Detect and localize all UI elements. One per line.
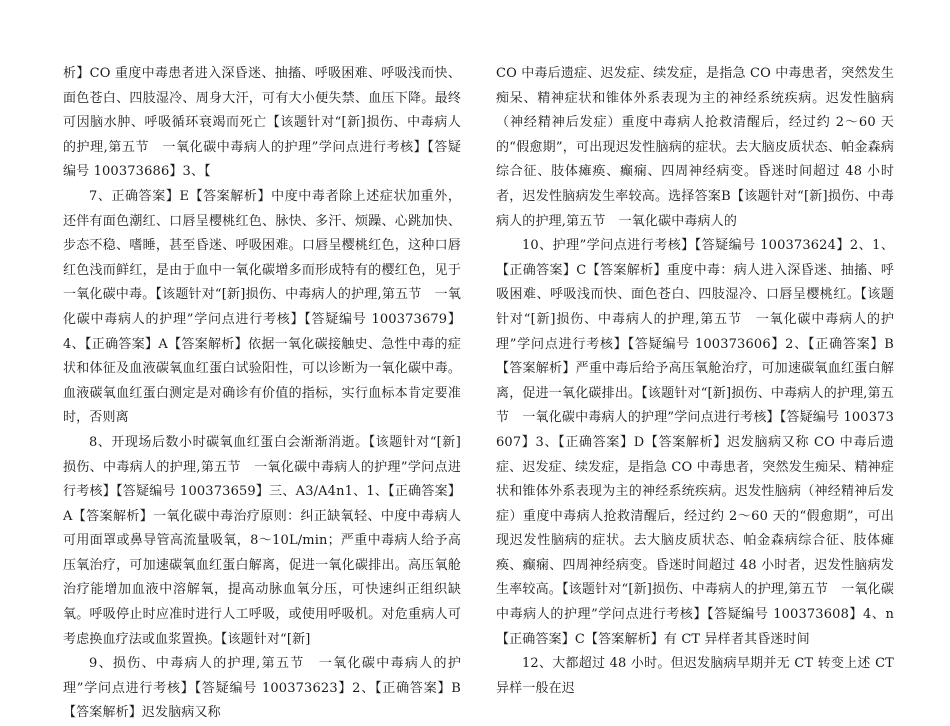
paragraph: CO 中毒后遗症、迟发症、续发症，是指急 CO 中毒患者，突然发生痴呆、精神症状和锥体外系表现为主的神经系统疾病。迟发性脑病（神经精神后发症）重度中毒病人抢救清醒后，经过约 2～60 天的“假愈期”，可出现迟发性脑病的症状。去大脑皮质状态、帕金森病综合征、肢体瘫痪、癫痫、四周神经病变。昏迷时间超过 48 小时者，迟发性脑病发生率较高。选择答案B【该题针对“[新]损伤、中毒病人的护理,第五节 一氧化碳中毒病人的 bbox=[496, 66, 894, 229]
paragraph: 12、大都超过 48 小时。但迟发脑病早期并无 CT 转变上述 CT 异样一般在迟 bbox=[496, 656, 894, 696]
paragraph: 10、护理”学问点进行考核】【答疑编号 100373624】2、1、【正确答案】C【答案解析】重度中毒：病人进入深昏迷、抽搐、呼吸困难、呼吸浅而快、面色苍白、四肢湿冷、口唇呈樱桃红。【该题针对“[新]损伤、中毒病人的护理,第五节 一氧化碳中毒病人的护理”学问点进行考核】【答疑编号 100373606】2、【正确答案】B【答案解析】严重中毒后给予高压氧舱治疗，可加速碳氧血红蛋白解离，促进一氧化碳排出。【该题针对“[新]损伤、中毒病人的护理,第五节 一氧化碳中毒病人的护理”学问点进行考核】【答疑编号 100373607】3、【正确答案】D【答案解析】迟发脑病又称 CO 中毒后遗症、迟发症、续发症，是指急 CO 中毒患者，突然发生痴呆、精神症状和锥体外系表现为主的神经系统疾病。迟发性脑病（神经精神后发症）重度中毒病人抢救清醒后，经过约 2～60 天的“假愈期”，可出现迟发性脑病的症状。去大脑皮质状态、帕金森病综合征、肢体瘫痪、癫痫、四周神经病变。昏迷时间超过 48 小时者，迟发性脑病发生率较高。【该题针对“[新]损伤、中毒病人的护理,第五节 一氧化碳中毒病人的护理”学问点进行考核】【答疑编号 100373608】4、n【正确答案】C【答案解析】有 CT 异样者其昏迷时间 bbox=[496, 238, 894, 647]
paragraph: 9、损伤、中毒病人的护理,第五节 一氧化碳中毒病人的护理”学问点进行考核】【答疑编号 100373623】2、【正确答案】B【答案解析】迟发脑病又称 bbox=[63, 656, 461, 721]
right-column bbox=[496, 62, 894, 701]
paragraph: 析】CO 重度中毒患者进入深昏迷、抽搐、呼吸困难、呼吸浅而快、面色苍白、四肢湿冷、周身大汗，可有大小便失禁、血压下降。最终可因脑水肿、呼吸循环衰竭而死亡【该题针对“[新]损伤、中毒病人的护理,第五节 一氧化碳中毒病人的护理”学问点进行考核】【答疑编号 100373686】3、【 bbox=[63, 66, 461, 180]
left-column bbox=[63, 62, 461, 726]
paragraph: 8、开现场后数小时碳氧血红蛋白会渐渐消逝。【该题针对“[新]损伤、中毒病人的护理,第五节 一氧化碳中毒病人的护理”学问点进行考核】【答疑编号 100373659】三、A3/A4n1、1、【正确答案】A【答案解析】一氧化碳中毒治疗原则：纠正缺氧轻、中度中毒病人可用面罩或鼻导管高流量吸氧，8～10L/min；严重中毒病人给予高压氧治疗，可加速碳氧血红蛋白解离，促进一氧化碳排出。高压氧舱治疗能增加血液中溶解氧，提高动脉血氧分压，可快速纠正组织缺氧。呼吸停止时应准时进行人工呼吸，或使用呼吸机。对危重病人可考虑换血疗法或血浆置换。【该题针对“[新] bbox=[63, 434, 461, 647]
paragraph: 7、正确答案】E【答案解析】中度中毒者除上述症状加重外，还伴有面色潮红、口唇呈樱桃红色、脉快、多汗、烦躁、心跳加快、步态不稳、嗜睡，甚至昏迷、呼吸困难。口唇呈樱桃红色，这种口唇红色浅而鲜红，是由于血中一氧化碳增多而形成特有的樱红色，见于一氧化碳中毒。【该题针对“[新]损伤、中毒病人的护理,第五节 一氧化碳中毒病人的护理”学问点进行考核】【答疑编号 100373679】4、【正确答案】A【答案解析】依据一氧化碳接触史、急性中毒的症状和体征及血液碳氧血红蛋白试验阳性，可以诊断为一氧化碳中毒。血液碳氧血红蛋白测定是对确诊有价值的指标，实行血标本肯定要准时，否则离 bbox=[63, 188, 461, 426]
